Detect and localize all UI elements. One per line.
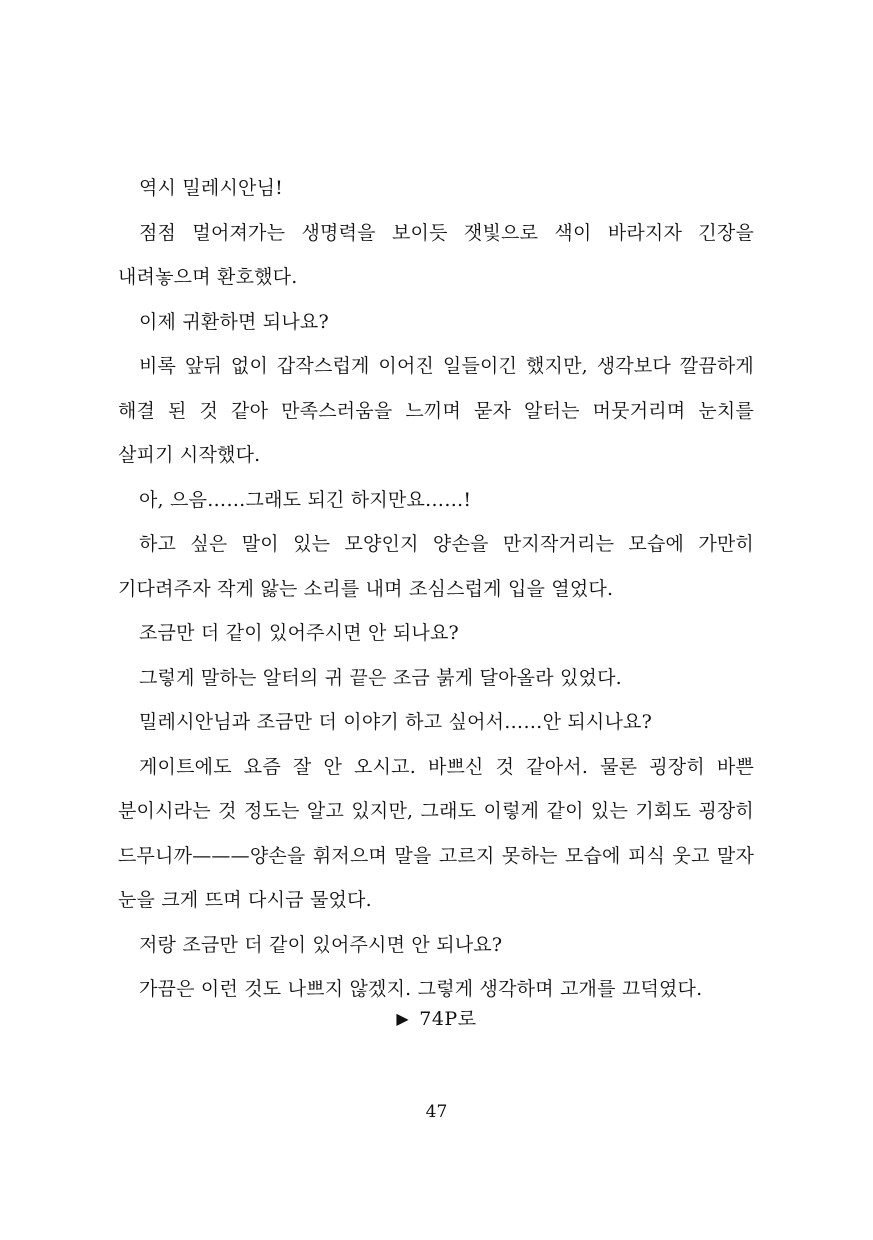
play-arrow-icon: ▶ xyxy=(396,1009,410,1028)
next-page-label: 74P로 xyxy=(419,1008,477,1030)
paragraph: 이제 귀환하면 되나요? xyxy=(139,310,329,333)
paragraph: 점점 멀어져가는 생명력을 보이듯 잿빛으로 색이 바라지자 긴장을 내려놓으며 환호했다. xyxy=(118,221,754,288)
paragraph: 밀레시안님과 조금만 더 이야기 하고 싶어서……안 되시나요? xyxy=(139,711,652,733)
paragraph: 아, 으음……그래도 되긴 하지만요……! xyxy=(139,488,472,511)
paragraph: 역시 밀레시안님! xyxy=(139,177,283,199)
paragraph: 조금만 더 같이 있어주시면 안 되나요? xyxy=(139,622,459,644)
paragraph: 게이트에도 요즘 잘 안 오시고. 바쁘신 것 같아서. 물론 굉장히 바쁜 분이시라는 것 정도는 알고 있지만, 그래도 이렇게 같이 있는 기회도 굉장히 드무니까———양손을 휘저으며 말을 고르지 못하는 모습에 피식 웃고 말자 눈을 크게 뜨며 다시금 물었다. xyxy=(118,755,754,911)
next-page-link xyxy=(0,999,873,1040)
paragraph: 저랑 조금만 더 같이 있어주시면 안 되나요? xyxy=(139,933,503,956)
story-text xyxy=(118,166,754,1012)
paragraph: 가끔은 이런 것도 나쁘지 않겠지. 그렇게 생각하며 고개를 끄덕였다. xyxy=(139,978,703,1000)
paragraph: 비록 앞뒤 없이 갑작스럽게 이어진 일들이긴 했지만, 생각보다 깔끔하게 해결 된 것 같아 만족스러움을 느끼며 묻자 알터는 머뭇거리며 눈치를 살피기 시작했다. xyxy=(118,355,754,466)
page-number: 47 xyxy=(425,1102,448,1122)
paragraph: 하고 싶은 말이 있는 모양인지 양손을 만지작거리는 모습에 가만히 기다려주자 작게 앓는 소리를 내며 조심스럽게 입을 열었다. xyxy=(118,533,754,600)
paragraph: 그렇게 말하는 알터의 귀 끝은 조금 붉게 달아올라 있었다. xyxy=(139,666,622,689)
